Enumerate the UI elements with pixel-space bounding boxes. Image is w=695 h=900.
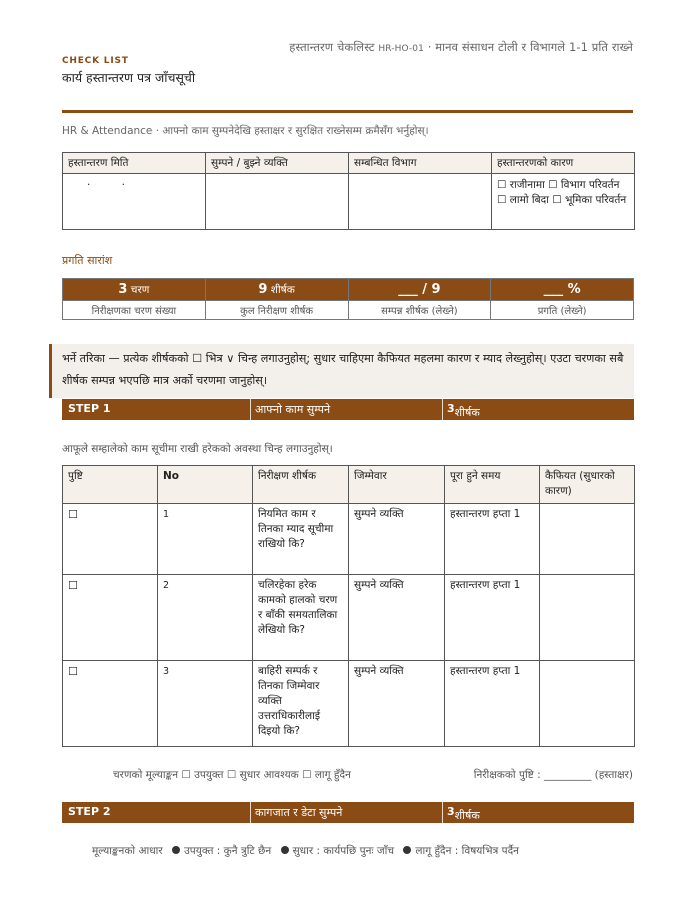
row1-remarks[interactable]	[540, 504, 635, 575]
handover-persons-field[interactable]	[206, 174, 349, 230]
summary-completed-value[interactable]: ___ / 9	[348, 279, 491, 301]
handover-table	[62, 152, 634, 230]
row2-remarks[interactable]	[540, 575, 635, 661]
summary-steps-caption: निरीक्षणका चरण संख्या	[63, 301, 206, 320]
header-due: पूरा हुने समय	[445, 466, 540, 504]
step2-count: 3 शीर्षक	[447, 805, 480, 822]
doc-code-suffix: · मानव संसाधन टोली र विभागले 1-1 प्रति राख्ने	[423, 40, 633, 54]
progress-summary-table	[62, 278, 634, 320]
step2-divider-1	[250, 802, 251, 823]
summary-steps-value: 3 चरण	[63, 279, 206, 301]
summary-items-value: 9 शीर्षक	[205, 279, 348, 301]
intro-text: HR & Attendance · आफ्नो काम सुम्पनेदेखि हस्ताक्षर र सुरक्षित राख्नेसम्म क्रमैसँग भर्नुहोस्।	[62, 125, 429, 137]
assessment-legend	[92, 844, 519, 858]
legend-item-improve: सुधार : कार्यपछि पुनः जाँच	[292, 845, 395, 857]
row2-checkbox[interactable]: ☐	[63, 575, 158, 661]
header-no: No	[158, 466, 253, 504]
department-field[interactable]	[349, 174, 492, 230]
handover-reason-options[interactable]: ☐ राजीनामा ☐ विभाग परिवर्तन ☐ लामो बिदा ☐ भूमिका परिवर्तन	[492, 174, 635, 230]
legend-item-suitable: उपयुक्त : कुनै त्रुटि छैन	[184, 845, 272, 857]
step1-count: 3 शीर्षक	[447, 402, 480, 419]
header-item: निरीक्षण शीर्षक	[253, 466, 349, 504]
header-handover-reason: हस्तान्तरणको कारण	[492, 153, 635, 174]
summary-completed-caption: सम्पन्न शीर्षक (लेख्ने)	[348, 301, 491, 320]
row1-owner: सुम्पने व्यक्ति	[349, 504, 445, 575]
header-owner: जिम्मेवार	[349, 466, 445, 504]
header-rule	[62, 110, 633, 113]
step2-name: कागजात र डेटा सुम्पने	[255, 806, 343, 819]
summary-progress-caption: प्रगति (लेख्ने)	[491, 301, 634, 320]
row3-remarks[interactable]	[540, 661, 635, 747]
document-code	[289, 40, 633, 55]
legend-item-na: लागू हुँदैन : विषयभित्र पर्दैन	[415, 845, 519, 857]
row2-due: हस्तान्तरण हप्ता 1	[445, 575, 540, 661]
row2-number: 2	[158, 575, 253, 661]
row3-owner: सुम्पने व्यक्ति	[349, 661, 445, 747]
row2-item: चलिरहेका हरेक कामको हालको चरण र बाँकी समयतालिका लेखियो कि?	[253, 575, 349, 661]
table-row	[63, 661, 635, 747]
row3-due: हस्तान्तरण हप्ता 1	[445, 661, 540, 747]
document-title: कार्य हस्तान्तरण पत्र जाँचसूची	[62, 70, 196, 85]
step1-divider-2	[442, 399, 443, 420]
step1-label: STEP 1	[68, 402, 111, 415]
handover-date-field[interactable]: . .	[63, 174, 206, 230]
bullet-icon	[403, 846, 411, 854]
step1-bar	[62, 399, 634, 420]
step2-label: STEP 2	[68, 805, 111, 818]
table-row	[63, 575, 635, 661]
header-remarks: कैफियत (सुधारको कारण)	[540, 466, 635, 504]
row1-item: नियमित काम र तिनका म्याद सूचीमा राखियो कि?	[253, 504, 349, 575]
table-row	[63, 504, 635, 575]
row1-number: 1	[158, 504, 253, 575]
header-handover-persons: सुम्पने / बुझ्ने व्यक्ति	[206, 153, 349, 174]
header-department: सम्बन्धित विभाग	[349, 153, 492, 174]
step1-intro: आफूले सम्हालेको काम सूचीमा राखी हरेकको अवस्था चिन्ह लगाउनुहोस्।	[62, 443, 333, 455]
instruction-callout: भर्ने तरिका — प्रत्येक शीर्षकको ☐ भित्र ∨ चिन्ह लगाउनुहोस्; सुधार चाहिएमा कैफियत महलमा कारण र म्याद लेख्नुहोस्। एउटा चरणका सबै शीर्षक सम्पन्न भएपछि मात्र अर्को चरणमा जानुहोस्।	[49, 344, 634, 398]
doc-code-prefix: हस्तान्तरण चेकलिस्ट	[289, 40, 379, 54]
summary-progress-value[interactable]: ___ %	[491, 279, 634, 301]
step2-divider-2	[442, 802, 443, 823]
row3-checkbox[interactable]: ☐	[63, 661, 158, 747]
bullet-icon	[172, 846, 180, 854]
doc-code-id: HR-HO-01	[378, 44, 424, 54]
step1-assessment[interactable]: चरणको मूल्याङ्कन ☐ उपयुक्त ☐ सुधार आवश्यक ☐ लागू हुँदैन	[113, 769, 351, 781]
bullet-icon	[281, 846, 289, 854]
legend-label: मूल्याङ्कनको आधार	[92, 845, 163, 857]
row3-item: बाहिरी सम्पर्क र तिनका जिम्मेवार व्यक्ति उत्तराधिकारीलाई दिइयो कि?	[253, 661, 349, 747]
step1-items-table	[62, 465, 634, 747]
summary-items-caption: कुल निरीक्षण शीर्षक	[205, 301, 348, 320]
step2-bar	[62, 802, 634, 823]
inspector-signature[interactable]: निरीक्षकको पुष्टि : _________ (हस्ताक्षर)	[473, 769, 633, 781]
step1-name: आफ्नो काम सुम्पने	[255, 403, 331, 416]
checklist-label: CHECK LIST	[62, 56, 129, 66]
row1-due: हस्तान्तरण हप्ता 1	[445, 504, 540, 575]
progress-summary-label: प्रगति सारांश	[62, 254, 113, 267]
row2-owner: सुम्पने व्यक्ति	[349, 575, 445, 661]
header-handover-date: हस्तान्तरण मिति	[63, 153, 206, 174]
step1-divider-1	[250, 399, 251, 420]
header-confirm: पुष्टि	[63, 466, 158, 504]
row3-number: 3	[158, 661, 253, 747]
row1-checkbox[interactable]: ☐	[63, 504, 158, 575]
